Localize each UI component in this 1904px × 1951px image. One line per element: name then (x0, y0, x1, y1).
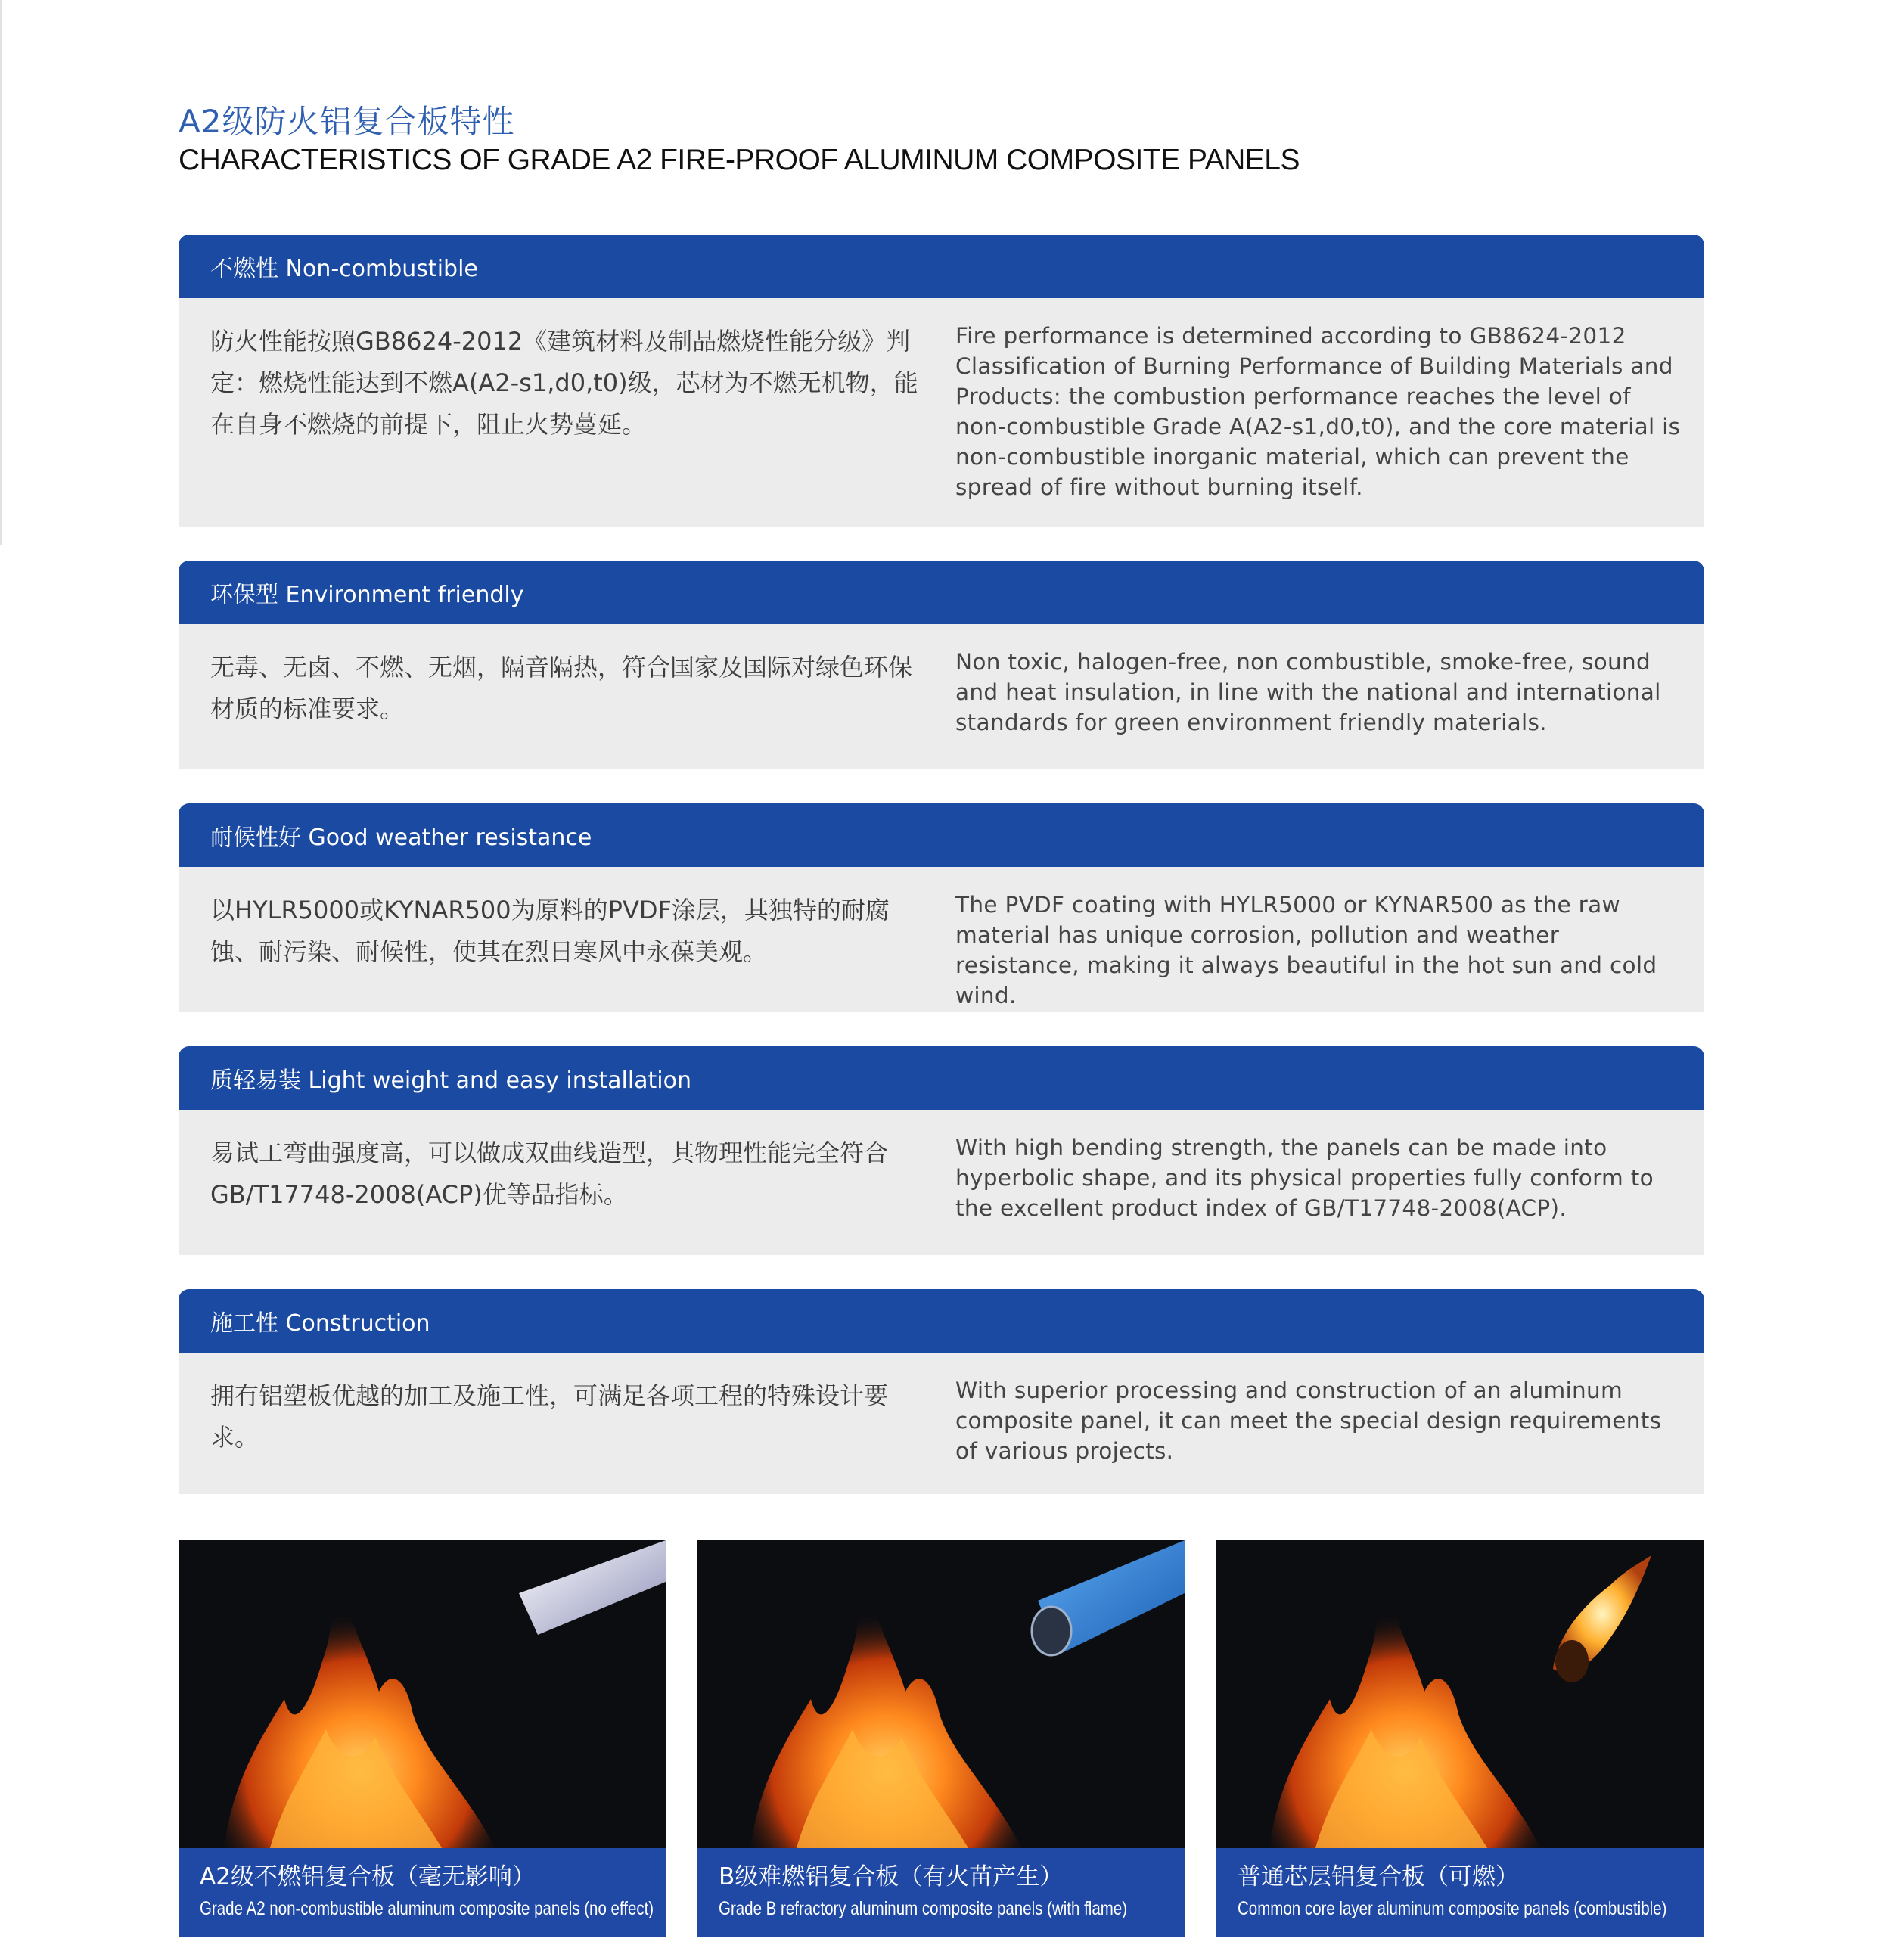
section-weather-resistance (179, 803, 1704, 1012)
photo-common-core (1216, 1540, 1704, 1937)
section-body (179, 298, 1704, 527)
section-non-combustible (179, 235, 1704, 527)
section-body (179, 867, 1704, 1012)
section-title: 质轻易装 Light weight and easy installation (179, 1046, 1704, 1110)
page-title-en: CHARACTERISTICS OF GRADE A2 FIRE-PROOF ALUMINUM COMPOSITE PANELS (179, 144, 1300, 176)
caption-en: Grade B refractory aluminum composite panels (with flame) (719, 1898, 1128, 1919)
flame-test-image (179, 1540, 666, 1850)
section-title: 不燃性 Non-combustible (179, 235, 1704, 298)
section-text-cn: 防火性能按照GB8624-2012《建筑材料及制品燃烧性能分级》判定：燃烧性能达到不燃A(A2-s1,d0,t0)级，芯材为不燃无机物，能在自身不燃烧的前提下，阻止火势蔓延。 (210, 327, 918, 439)
section-light-weight (179, 1046, 1704, 1255)
section-environment-friendly (179, 561, 1704, 769)
section-text-cn: 无毒、无卤、不燃、无烟，隔音隔热，符合国家及国际对绿色环保材质的标准要求。 (210, 653, 913, 723)
caption-cn: A2级不燃铝复合板（毫无影响） (200, 1863, 536, 1890)
photo-caption (697, 1848, 1185, 1937)
section-body (179, 1110, 1704, 1255)
charred-tip (1555, 1640, 1589, 1682)
section-text-en: With high bending strength, the panels can be made into hyperbolic shape, and its physical properties fully conform to the excellent product index of GB/T17748-2008(ACP). (955, 1135, 1654, 1221)
section-text-cn: 以HYLR5000或KYNAR500为原料的PVDF涂层，其独特的耐腐蚀、耐污染、耐候性，使其在烈日寒风中永葆美观。 (210, 896, 890, 966)
left-edge-line (0, 0, 2, 545)
photo-caption (179, 1848, 666, 1937)
section-text-en: The PVDF coating with HYLR5000 or KYNAR500 as the raw material has unique corrosion, pollution and weather resistance, making it always beautiful in the hot sun and cold wind. (955, 892, 1657, 1008)
section-text-cn: 易试工弯曲强度高，可以做成双曲线造型，其物理性能完全符合GB/T17748-2008(ACP)优等品指标。 (210, 1139, 889, 1209)
flame-test-image (697, 1540, 1185, 1850)
photo-grade-b (697, 1540, 1185, 1937)
section-construction (179, 1289, 1704, 1494)
section-body (179, 1353, 1704, 1494)
section-title: 环保型 Environment friendly (179, 561, 1704, 624)
section-body (179, 624, 1704, 769)
section-text-cn: 拥有铝塑板优越的加工及施工性，可满足各项工程的特殊设计要求。 (210, 1381, 889, 1452)
caption-cn: 普通芯层铝复合板（可燃） (1238, 1863, 1519, 1890)
section-text-en: Non toxic, halogen-free, non combustible, smoke-free, sound and heat insulation, in line with the national and international standards for green environment friendly materials. (955, 649, 1661, 735)
section-title: 耐候性好 Good weather resistance (179, 803, 1704, 867)
charred-tip (1032, 1607, 1071, 1655)
section-text-en: With superior processing and construction of an aluminum composite panel, it can meet the special design requirements of various projects. (955, 1378, 1662, 1464)
flame-test-image (1216, 1540, 1704, 1850)
section-title: 施工性 Construction (179, 1289, 1704, 1353)
page-title-cn: A2级防火铝复合板特性 (179, 103, 515, 140)
section-text-en: Fire performance is determined according to GB8624-2012 Classification of Burning Performance of Building Materials and Products: the combustion performance reaches the level of non-combustible Grade A(A2-s1,d0,t0), and the core material is non-combustible inorganic material, which can prevent the spread of fire without burning itself. (955, 323, 1681, 500)
photo-caption (1216, 1848, 1704, 1937)
photo-grade-a2 (179, 1540, 666, 1937)
caption-cn: B级难燃铝复合板（有火苗产生） (719, 1863, 1064, 1890)
caption-en: Grade A2 non-combustible aluminum composite panels (no effect) (200, 1898, 654, 1919)
caption-en: Common core layer aluminum composite panels (combustible) (1238, 1898, 1667, 1919)
